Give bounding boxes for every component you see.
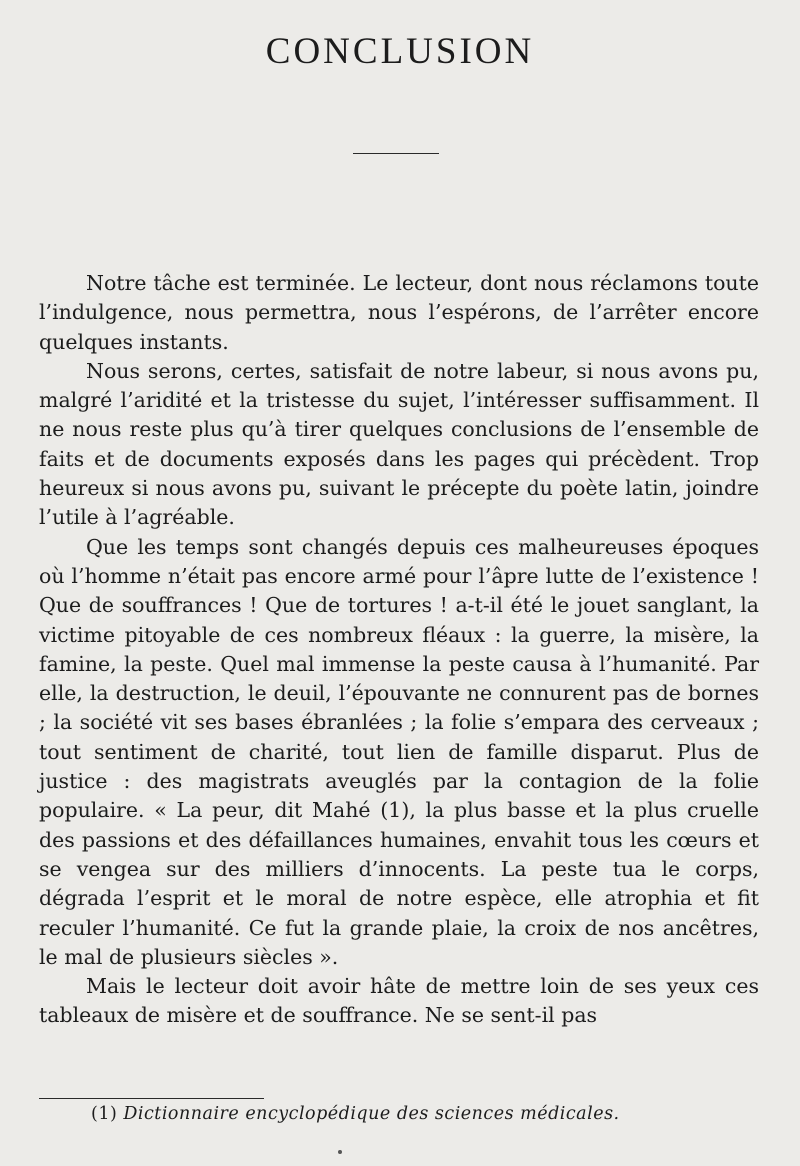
paragraph: Notre tâche est terminée. Le lecteur, dont nous réclamons toute l’indulgence, nous permettra, nous l’espérons, de l’arrêter encore quelques instants. [39, 271, 759, 354]
footnote-text: Dictionnaire encyclopédique des sciences médicales. [123, 1104, 620, 1124]
paragraph: Nous serons, certes, satisfait de notre labeur, si nous avons pu, malgré l’aridité et la tristesse du sujet, l’intéresser suffisamment. Il ne nous reste plus qu’à tirer quelques conclusions de l’ensemble de faits et de documents exposés dans les pages qui précèdent. Trop heureux si nous avons pu, suivant le précepte du poète latin, joindre l’utile à l’agréable. [39, 358, 759, 530]
paragraph: Mais le lecteur doit avoir hâte de mettre loin de ses yeux ces tableaux de misère et de souffrance. Ne se sent-il pas [39, 974, 759, 1028]
footnote-rule [39, 1098, 264, 1099]
body-text [39, 269, 759, 1031]
chapter-heading: CONCLUSION [265, 31, 535, 72]
page-mark [338, 1150, 342, 1154]
footnote-marker: (1) [91, 1104, 118, 1124]
footnote [91, 1104, 620, 1124]
heading-rule [353, 153, 439, 154]
paragraph: Que les temps sont changés depuis ces malheureuses époques où l’homme n’était pas encore armé pour l’âpre lutte de l’existence ! Que de souffrances ! Que de tortures ! a-t-il été le jouet sanglant, la victime pitoyable de ces nombreux fléaux : la guerre, la misère, la famine, la peste. Quel mal immense la peste causa à l’humanité. Par elle, la destruction, le deuil, l’épouvante ne connurent pas de bornes ; la société vit ses bases ébranlées ; la folie s’empara des cerveaux ; tout sentiment de charité, tout lien de famille disparut. Plus de justice : des magistrats aveuglés par la contagion de la folie populaire. « La peur, dit Mahé (1), la plus basse et la plus cruelle des passions et des défaillances humaines, envahit tous les cœurs et se vengea sur des milliers d’innocents. La peste tua le corps, dégrada l’esprit et le moral de notre espèce, elle atrophia et fit reculer l’humanité. Ce fut la grande plaie, la croix de nos ancêtres, le mal de plusieurs siècles ». [39, 534, 759, 969]
